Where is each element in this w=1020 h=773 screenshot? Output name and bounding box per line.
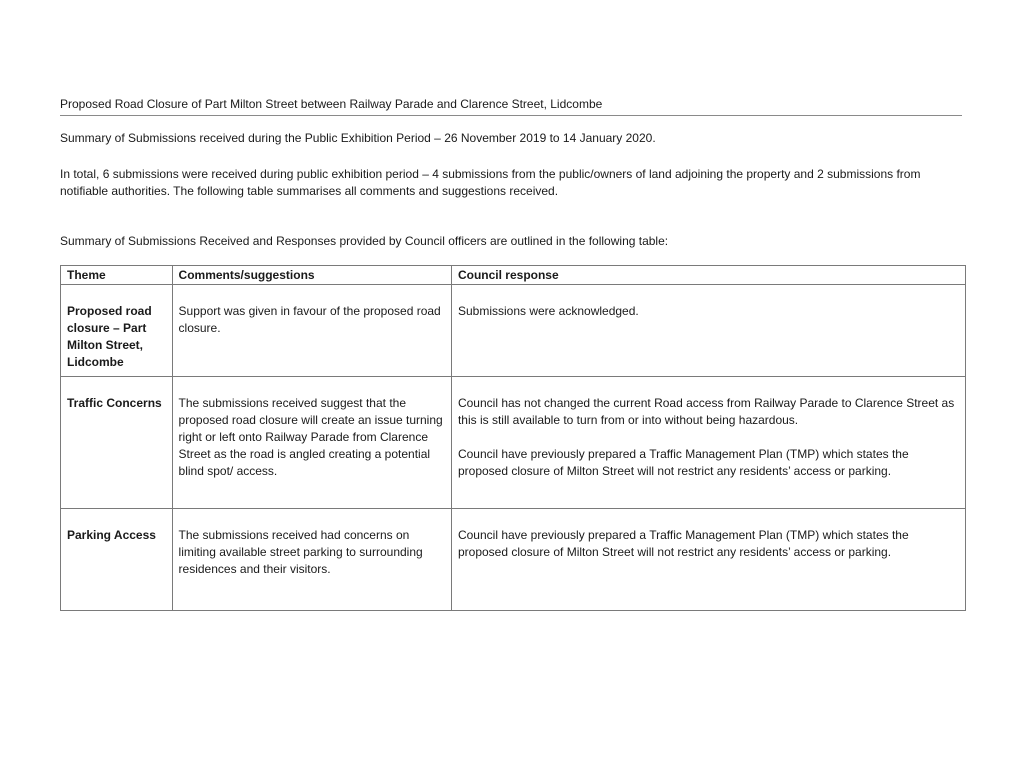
- response-text: Submissions were acknowledged.: [457, 304, 639, 318]
- theme-cell: Parking Access: [61, 509, 173, 611]
- submissions-intro-paragraph: In total, 6 submissions were received during public exhibition period – 4 submissions from the public/owners of land adjoining the property and 2 submissions from notifiable authorities. The following table summarises all comments and suggestions received.: [60, 167, 921, 198]
- document-title: Proposed Road Closure of Part Milton Street between Railway Parade and Clarence Street, Lidcombe: [60, 96, 962, 116]
- table-intro: Summary of Submissions Received and Responses provided by Council officers are outlined in the following table:: [60, 234, 669, 248]
- comments-cell: The submissions received suggest that the proposed road closure will create an issue turning right or left onto Railway Parade from Clarence Street as the road is angled creating a potential blind spot/ access.: [172, 377, 451, 509]
- response-text: Council have previously prepared a Traffic Management Plan (TMP) which states the proposed closure of Milton Street will not restrict any residents’ access or parking.: [457, 528, 909, 559]
- submissions-table: [60, 265, 966, 611]
- response-cell: [451, 285, 965, 377]
- response-text: Council has not changed the current Road access from Railway Parade to Clarence Street as this is still available to turn from or into without being hazardous.: [457, 396, 955, 427]
- response-cell: [451, 377, 965, 509]
- response-text: Council have previously prepared a Traffic Management Plan (TMP) which states the proposed closure of Milton Street will not restrict any residents’ access or parking.: [457, 447, 909, 478]
- theme-cell: Proposed road closure – Part Milton Street, Lidcombe: [61, 285, 173, 377]
- table-header-row: [61, 266, 966, 285]
- comments-cell: Support was given in favour of the proposed road closure.: [172, 285, 451, 377]
- header-council-response: Council response: [451, 266, 965, 285]
- theme-cell: Traffic Concerns: [61, 377, 173, 509]
- header-theme: Theme: [61, 266, 173, 285]
- submission-period-summary: Summary of Submissions received during the Public Exhibition Period – 26 November 2019 to 14 January 2020.: [60, 131, 656, 145]
- table-row: [61, 285, 966, 377]
- paragraph-gap: [458, 429, 959, 446]
- comments-cell: The submissions received had concerns on limiting available street parking to surrounding residences and their visitors.: [172, 509, 451, 611]
- table-row: [61, 509, 966, 611]
- response-cell: [451, 509, 965, 611]
- header-comments: Comments/suggestions: [172, 266, 451, 285]
- table-row: [61, 377, 966, 509]
